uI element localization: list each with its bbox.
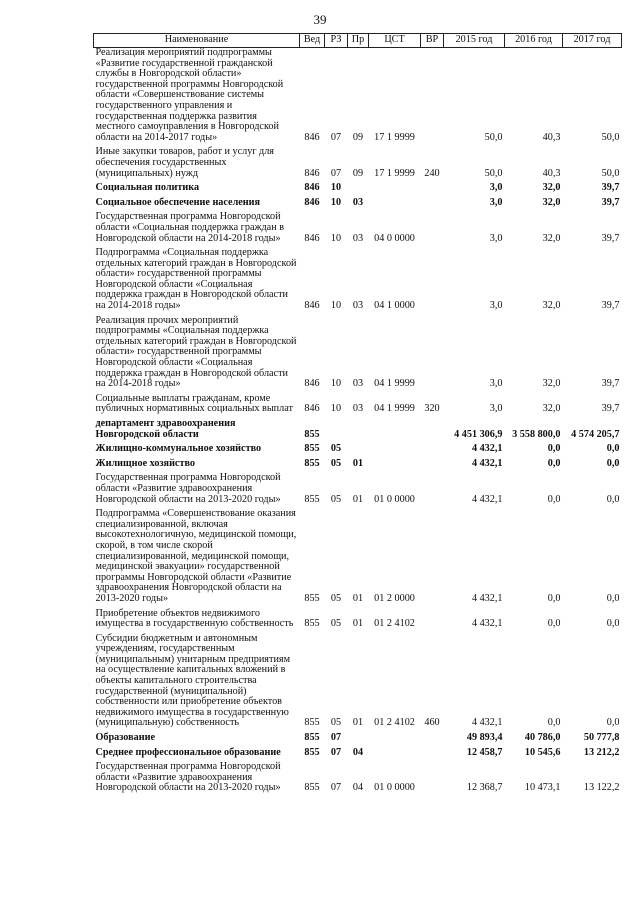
cell-ved: 855 xyxy=(304,746,320,758)
header-2016: 2016 год xyxy=(505,34,563,48)
cell-2016: 32,0 xyxy=(542,182,561,194)
cell-rz: 07 xyxy=(330,131,342,143)
cell-pr: 03 xyxy=(352,232,364,244)
table-row xyxy=(94,390,622,415)
cell-2016: 40,3 xyxy=(542,167,561,179)
cell-rz: 10 xyxy=(330,378,342,390)
cell-2017: 0,0 xyxy=(606,717,620,729)
table-row xyxy=(94,744,622,759)
header-vr: ВР xyxy=(421,34,444,48)
table-row xyxy=(94,455,622,470)
table-row xyxy=(94,505,622,604)
cell-vr xyxy=(421,469,444,505)
cell-rz: 05 xyxy=(330,493,342,505)
cell-2015: 12 368,7 xyxy=(466,782,503,794)
cell-name: Государственная программа Новгородской области «Социальная поддержка граждан в Новгородской области на 2014-2018 годы» xyxy=(95,211,285,244)
cell-vr xyxy=(421,440,444,455)
cell-ved: 855 xyxy=(304,732,320,744)
table-row xyxy=(94,208,622,244)
cell-name: Государственная программа Новгородской области «Развитие здравоохранения Новгородской области на 2013-2020 годы» xyxy=(95,761,281,794)
cell-vr xyxy=(421,455,444,470)
cell-pr: 04 xyxy=(352,746,364,758)
cell-2015: 4 432,1 xyxy=(471,618,503,630)
cell-2016: 0,0 xyxy=(547,443,561,455)
cell-2015: 3,0 xyxy=(489,196,503,208)
cell-name: Социальные выплаты гражданам, кроме публичных нормативных социальных выплат xyxy=(95,392,293,415)
cell-2017: 50 777,8 xyxy=(583,732,620,744)
cell-cst: 01 0 0000 xyxy=(374,493,415,505)
cell-cst: 04 1 0000 xyxy=(374,300,415,312)
cell-2017: 13 212,2 xyxy=(583,746,620,758)
cell-rz: 10 xyxy=(330,403,342,415)
cell-vr xyxy=(421,179,444,194)
page-number: 39 xyxy=(313,12,327,27)
header-cst: ЦСТ xyxy=(369,34,421,48)
cell-2017: 13 122,2 xyxy=(583,782,620,794)
table-body xyxy=(94,48,622,795)
cell-vr xyxy=(421,729,444,744)
cell-ved: 846 xyxy=(304,167,320,179)
cell-ved: 855 xyxy=(304,443,320,455)
cell-ved: 846 xyxy=(304,182,320,194)
cell-name: Жилищно-коммунальное хозяйство xyxy=(95,443,262,455)
cell-2015: 4 451 306,9 xyxy=(454,428,503,440)
cell-pr xyxy=(348,729,369,744)
cell-2017: 39,7 xyxy=(601,300,620,312)
header-2017: 2017 год xyxy=(563,34,622,48)
cell-pr: 03 xyxy=(352,196,364,208)
table-row xyxy=(94,469,622,505)
cell-2017: 39,7 xyxy=(601,403,620,415)
table-row xyxy=(94,143,622,179)
table-row xyxy=(94,244,622,312)
table-row xyxy=(94,415,622,440)
cell-pr: 01 xyxy=(352,493,364,505)
cell-ved: 855 xyxy=(304,782,320,794)
cell-cst xyxy=(369,179,421,194)
table-row xyxy=(94,440,622,455)
cell-rz xyxy=(325,415,348,440)
cell-2017: 0,0 xyxy=(606,443,620,455)
cell-cst xyxy=(369,744,421,759)
cell-pr xyxy=(348,179,369,194)
cell-2015: 4 432,1 xyxy=(471,457,503,469)
cell-rz: 10 xyxy=(330,232,342,244)
cell-cst: 17 1 9999 xyxy=(374,131,415,143)
cell-2017: 39,7 xyxy=(601,196,620,208)
cell-vr: 240 xyxy=(424,167,440,179)
cell-ved: 846 xyxy=(304,232,320,244)
cell-cst xyxy=(369,729,421,744)
cell-vr xyxy=(421,758,444,794)
table-row xyxy=(94,179,622,194)
cell-pr: 09 xyxy=(352,167,364,179)
cell-name: Субсидии бюджетным и автономным учреждениям, государственным (муниципальным) унитарным предприятиям на осуществление капитальных вложений в объекты капитального строительства государственной (муниципальной) собственности или приобретение объектов недвижимого имущества в государственную (муниципальную) собственность xyxy=(95,632,291,729)
header-2015: 2015 год xyxy=(444,34,505,48)
cell-pr: 03 xyxy=(352,300,364,312)
table-row xyxy=(94,312,622,390)
cell-cst xyxy=(369,440,421,455)
budget-table xyxy=(93,33,622,794)
cell-vr: 320 xyxy=(424,403,440,415)
cell-2015: 4 432,1 xyxy=(471,592,503,604)
cell-2017: 39,7 xyxy=(601,232,620,244)
table-row xyxy=(94,48,622,144)
cell-2017: 39,7 xyxy=(601,182,620,194)
cell-name: Иные закупки товаров, работ и услуг для обеспечения государственных (муниципальных) нужд xyxy=(95,146,274,179)
cell-2017: 50,0 xyxy=(601,167,620,179)
cell-2015: 3,0 xyxy=(489,232,503,244)
cell-pr: 03 xyxy=(352,403,364,415)
cell-pr: 01 xyxy=(352,592,364,604)
cell-2016: 32,0 xyxy=(542,196,561,208)
cell-2015: 49 893,4 xyxy=(466,732,503,744)
cell-pr: 01 xyxy=(352,717,364,729)
cell-cst: 04 1 9999 xyxy=(374,378,415,390)
cell-2016: 10 473,1 xyxy=(524,782,561,794)
cell-pr: 04 xyxy=(352,782,364,794)
cell-vr xyxy=(421,48,444,144)
cell-name: Образование xyxy=(95,732,156,744)
cell-name: Реализация мероприятий подпрограммы «Развитие государственной гражданской службы в Новгородской области» государственной программы Новгородской области «Совершенствование системы государственного управления и государственная поддержка развития местного самоуправления в Новгородской области на 2014-2017 годы» xyxy=(95,47,284,143)
cell-2017: 0,0 xyxy=(606,618,620,630)
cell-2016: 0,0 xyxy=(547,493,561,505)
cell-name: департамент здравоохранения Новгородской области xyxy=(95,418,236,440)
cell-name: Жилищное хозяйство xyxy=(95,457,195,469)
cell-2016: 10 545,6 xyxy=(524,746,561,758)
cell-2015: 4 432,1 xyxy=(471,717,503,729)
header-name: Наименование xyxy=(94,34,300,48)
cell-cst: 01 2 0000 xyxy=(374,592,415,604)
cell-name: Реализация прочих мероприятий подпрограммы «Социальная поддержка отдельных категорий граждан в Новгородской области» государственной программы Новгородской области «Социальная поддержка граждан в Новгородской области на 2014-2018 годы» xyxy=(95,314,297,390)
cell-2017: 0,0 xyxy=(606,592,620,604)
cell-2016: 0,0 xyxy=(547,457,561,469)
cell-pr: 03 xyxy=(352,378,364,390)
cell-vr xyxy=(421,208,444,244)
cell-ved: 855 xyxy=(304,428,320,440)
cell-vr xyxy=(421,605,444,630)
cell-2016: 0,0 xyxy=(547,717,561,729)
cell-ved: 855 xyxy=(304,493,320,505)
table-row xyxy=(94,729,622,744)
cell-rz: 10 xyxy=(330,196,342,208)
cell-cst: 04 0 0000 xyxy=(374,232,415,244)
cell-2016: 32,0 xyxy=(542,403,561,415)
table-row xyxy=(94,605,622,630)
cell-vr xyxy=(421,194,444,209)
cell-ved: 846 xyxy=(304,196,320,208)
cell-cst: 01 2 4102 xyxy=(374,618,415,630)
cell-2015: 50,0 xyxy=(484,131,503,143)
table-row xyxy=(94,758,622,794)
cell-pr: 09 xyxy=(352,131,364,143)
cell-rz: 10 xyxy=(330,300,342,312)
cell-pr xyxy=(348,415,369,440)
cell-vr xyxy=(421,744,444,759)
cell-ved: 855 xyxy=(304,717,320,729)
cell-rz: 05 xyxy=(330,443,342,455)
cell-cst xyxy=(369,455,421,470)
cell-name: Среднее профессиональное образование xyxy=(95,746,281,758)
cell-2015: 3,0 xyxy=(489,182,503,194)
cell-2016: 40 786,0 xyxy=(524,732,561,744)
cell-rz: 05 xyxy=(330,717,342,729)
cell-rz: 05 xyxy=(330,457,342,469)
cell-2015: 50,0 xyxy=(484,167,503,179)
cell-ved: 846 xyxy=(304,403,320,415)
cell-2016: 32,0 xyxy=(542,378,561,390)
cell-2016: 32,0 xyxy=(542,232,561,244)
cell-2015: 3,0 xyxy=(489,403,503,415)
cell-2015: 4 432,1 xyxy=(471,443,503,455)
cell-name: Государственная программа Новгородской области «Развитие здравоохранения Новгородской области на 2013-2020 годы» xyxy=(95,472,281,505)
cell-rz: 05 xyxy=(330,618,342,630)
cell-2016: 40,3 xyxy=(542,131,561,143)
cell-rz: 05 xyxy=(330,592,342,604)
cell-2017: 0,0 xyxy=(606,457,620,469)
header-pr: Пр xyxy=(348,34,369,48)
cell-ved: 846 xyxy=(304,131,320,143)
cell-ved: 846 xyxy=(304,300,320,312)
cell-cst: 01 2 4102 xyxy=(374,717,415,729)
cell-rz: 07 xyxy=(330,167,342,179)
cell-pr xyxy=(348,440,369,455)
cell-2016: 0,0 xyxy=(547,592,561,604)
header-rz: РЗ xyxy=(325,34,348,48)
cell-vr xyxy=(421,505,444,604)
cell-2015: 12 458,7 xyxy=(466,746,503,758)
cell-ved: 855 xyxy=(304,618,320,630)
cell-2017: 39,7 xyxy=(601,378,620,390)
cell-ved: 846 xyxy=(304,378,320,390)
cell-pr: 01 xyxy=(352,457,364,469)
cell-rz: 07 xyxy=(330,732,342,744)
cell-name: Подпрограмма «Социальная поддержка отдельных категорий граждан в Новгородской области» государственной программы Новгородской области «Социальная поддержка граждан в Новгородской области на 2014-2018 годы» xyxy=(95,247,297,312)
cell-2016: 32,0 xyxy=(542,300,561,312)
cell-cst xyxy=(369,415,421,440)
cell-2015: 3,0 xyxy=(489,378,503,390)
cell-cst xyxy=(369,194,421,209)
cell-vr xyxy=(421,312,444,390)
cell-ved: 855 xyxy=(304,457,320,469)
cell-vr xyxy=(421,415,444,440)
cell-2016: 0,0 xyxy=(547,618,561,630)
cell-name: Социальное обеспечение населения xyxy=(95,196,261,208)
cell-cst: 01 0 0000 xyxy=(374,782,415,794)
cell-name: Приобретение объектов недвижимого имущества в государственную собственность xyxy=(95,607,294,630)
cell-vr xyxy=(421,244,444,312)
cell-vr: 460 xyxy=(424,717,440,729)
table-row xyxy=(94,194,622,209)
table-header-row xyxy=(94,34,622,48)
cell-2017: 4 574 205,7 xyxy=(571,428,620,440)
cell-2015: 3,0 xyxy=(489,300,503,312)
cell-rz: 07 xyxy=(330,782,342,794)
table-row xyxy=(94,630,622,729)
header-ved: Вед xyxy=(300,34,325,48)
cell-2015: 4 432,1 xyxy=(471,493,503,505)
cell-2017: 50,0 xyxy=(601,131,620,143)
cell-2016: 3 558 800,0 xyxy=(512,428,561,440)
cell-2017: 0,0 xyxy=(606,493,620,505)
cell-cst: 04 1 9999 xyxy=(374,403,415,415)
cell-name: Социальная политика xyxy=(95,182,200,194)
cell-ved: 855 xyxy=(304,592,320,604)
cell-cst: 17 1 9999 xyxy=(374,167,415,179)
cell-pr: 01 xyxy=(352,618,364,630)
cell-name: Подпрограмма «Совершенствование оказания специализированной, включая высокотехнологичную, медицинской помощи, скорой, в том числе скорой специализированной, медицинской помощи, медицинской эвакуации» государственной программы Новгородской области «Развитие здравоохранения Новгородской области на 2013-2020 годы» xyxy=(95,508,297,604)
cell-rz: 10 xyxy=(330,182,342,194)
cell-rz: 07 xyxy=(330,746,342,758)
